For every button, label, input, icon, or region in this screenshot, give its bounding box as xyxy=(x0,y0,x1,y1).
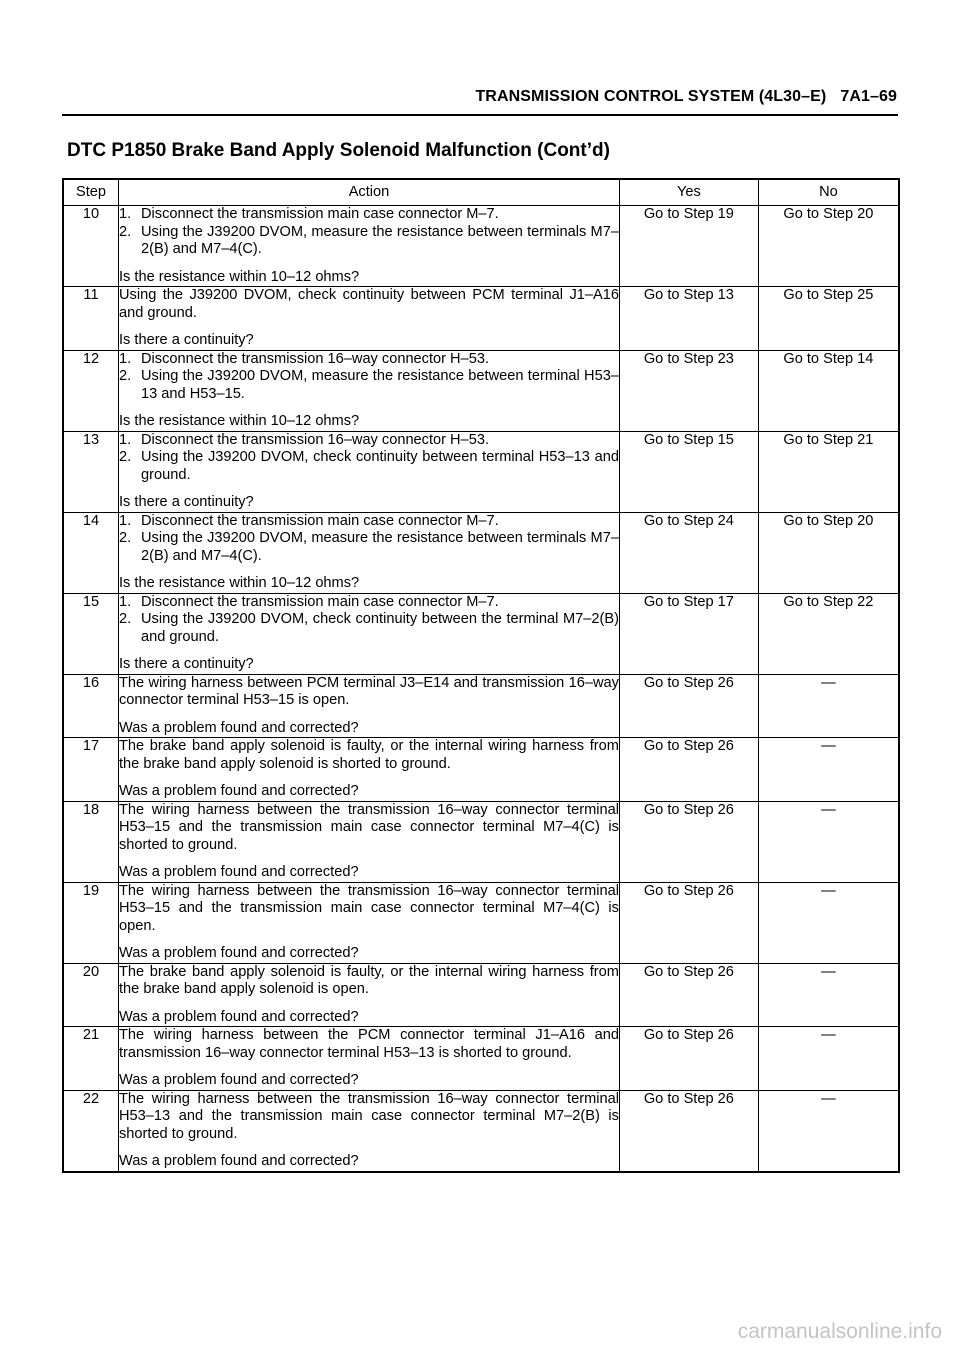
watermark: carmanualsonline.info xyxy=(737,1320,942,1343)
no-result: Go to Step 21 xyxy=(758,431,899,512)
action-question: Is there a continuity? xyxy=(119,656,254,672)
no-result: — xyxy=(758,882,899,963)
action-question: Is there a continuity? xyxy=(119,332,254,348)
action-question: Was a problem found and corrected? xyxy=(119,1008,359,1025)
yes-result: Go to Step 26 xyxy=(619,1090,758,1172)
yes-result: Go to Step 26 xyxy=(619,674,758,738)
no-result: — xyxy=(758,1027,899,1091)
substep-number: 1. xyxy=(119,512,132,529)
action-text: The wiring harness between the transmission 16–way connector terminal H53–13 and the transmission main case connector terminal M7–2(B) is shorted to ground. xyxy=(119,1090,619,1142)
substep-number: 2. xyxy=(119,449,132,465)
action-question: Is the resistance within 10–12 ohms? xyxy=(119,575,360,591)
no-result: Go to Step 14 xyxy=(758,350,899,431)
action-cell xyxy=(119,512,620,593)
yes-result: Go to Step 19 xyxy=(619,206,758,287)
table-row xyxy=(63,512,899,593)
substep-number: 1. xyxy=(119,431,132,448)
action-text: The brake band apply solenoid is faulty, or the internal wiring harness from the brake band apply solenoid is shorted to ground. xyxy=(119,738,619,772)
action-question: Was a problem found and corrected? xyxy=(119,1072,359,1088)
yes-result: Go to Step 26 xyxy=(619,738,758,802)
action-cell xyxy=(119,287,620,351)
action-cell xyxy=(119,593,620,674)
substep-number: 2. xyxy=(119,368,132,384)
no-result: — xyxy=(758,1090,899,1172)
column-header-action: Action xyxy=(119,179,620,206)
table-row xyxy=(63,674,899,738)
step-number: 14 xyxy=(63,512,119,593)
step-number: 13 xyxy=(63,431,119,512)
action-question: Was a problem found and corrected? xyxy=(119,945,359,961)
substep-text: Using the J39200 DVOM, check continuity between terminal H53–13 and ground. xyxy=(141,449,619,483)
step-number: 17 xyxy=(63,738,119,802)
table-row xyxy=(63,593,899,674)
table-row xyxy=(63,431,899,512)
no-result: Go to Step 22 xyxy=(758,593,899,674)
substep-text: Disconnect the transmission 16–way connector H–53. xyxy=(141,350,489,367)
action-text: The wiring harness between the transmission 16–way connector terminal H53–15 and the transmission main case connector terminal M7–4(C) is open. xyxy=(119,882,619,934)
action-cell xyxy=(119,738,620,802)
substep-text: Using the J39200 DVOM, measure the resistance between terminals M7–2(B) and M7–4(C). xyxy=(141,530,619,564)
action-text: Using the J39200 DVOM, check continuity between PCM terminal J1–A16 and ground. xyxy=(119,287,619,321)
action-text: The wiring harness between the PCM connector terminal J1–A16 and transmission 16–way connector terminal H53–13 is shorted to ground. xyxy=(119,1027,619,1061)
no-result: — xyxy=(758,738,899,802)
table-header-row xyxy=(63,179,899,206)
action-question: Is the resistance within 10–12 ohms? xyxy=(119,413,360,429)
table-row xyxy=(63,1090,899,1172)
step-number: 10 xyxy=(63,206,119,287)
no-result: Go to Step 20 xyxy=(758,512,899,593)
section-title: TRANSMISSION CONTROL SYSTEM (4L30–E) xyxy=(475,88,827,105)
yes-result: Go to Step 26 xyxy=(619,963,758,1027)
step-number: 11 xyxy=(63,287,119,351)
action-substep xyxy=(119,449,619,484)
action-cell xyxy=(119,431,620,512)
step-number: 15 xyxy=(63,593,119,674)
no-result: — xyxy=(758,674,899,738)
yes-result: Go to Step 13 xyxy=(619,287,758,351)
action-question: Was a problem found and corrected? xyxy=(119,783,359,799)
table-row xyxy=(63,350,899,431)
table-row xyxy=(63,1027,899,1091)
substep-number: 2. xyxy=(119,223,132,240)
yes-result: Go to Step 24 xyxy=(619,512,758,593)
step-number: 19 xyxy=(63,882,119,963)
action-text: The wiring harness between PCM terminal J3–E14 and transmission 16–way connector terminal H53–15 is open. xyxy=(119,674,619,708)
page-number: 7A1–69 xyxy=(840,88,897,105)
diagnostic-table xyxy=(62,178,900,1173)
table-row xyxy=(63,738,899,802)
action-substep xyxy=(119,432,619,450)
action-question: Was a problem found and corrected? xyxy=(119,864,359,880)
action-cell xyxy=(119,882,620,963)
action-substep xyxy=(119,368,619,403)
action-question: Was a problem found and corrected? xyxy=(119,719,359,736)
action-cell xyxy=(119,350,620,431)
action-cell xyxy=(119,206,620,287)
table-row xyxy=(63,206,899,287)
running-header xyxy=(475,88,897,106)
column-header-step: Step xyxy=(63,179,119,206)
action-cell xyxy=(119,1090,620,1172)
action-cell xyxy=(119,963,620,1027)
action-substep xyxy=(119,206,619,224)
page-title: DTC P1850 Brake Band Apply Solenoid Malfunction (Cont’d) xyxy=(67,140,610,161)
no-result: — xyxy=(758,963,899,1027)
column-header-no: No xyxy=(758,179,899,206)
step-number: 12 xyxy=(63,350,119,431)
substep-number: 2. xyxy=(119,530,132,546)
substep-number: 1. xyxy=(119,350,132,367)
step-number: 22 xyxy=(63,1090,119,1172)
yes-result: Go to Step 23 xyxy=(619,350,758,431)
table-row xyxy=(63,801,899,882)
action-substep xyxy=(119,224,619,259)
substep-text: Using the J39200 DVOM, check continuity between the terminal M7–2(B) and ground. xyxy=(141,611,619,645)
substep-text: Using the J39200 DVOM, measure the resistance between terminal H53–13 and H53–15. xyxy=(141,368,619,402)
action-substep xyxy=(119,611,619,646)
action-substep xyxy=(119,594,619,612)
yes-result: Go to Step 26 xyxy=(619,801,758,882)
step-number: 18 xyxy=(63,801,119,882)
table-row xyxy=(63,287,899,351)
step-number: 16 xyxy=(63,674,119,738)
action-cell xyxy=(119,1027,620,1091)
yes-result: Go to Step 17 xyxy=(619,593,758,674)
column-header-yes: Yes xyxy=(619,179,758,206)
action-cell xyxy=(119,674,620,738)
action-substep xyxy=(119,351,619,369)
substep-text: Using the J39200 DVOM, measure the resistance between terminals M7–2(B) and M7–4(C). xyxy=(141,223,619,257)
step-number: 20 xyxy=(63,963,119,1027)
action-question: Is there a continuity? xyxy=(119,494,254,510)
action-substep xyxy=(119,513,619,531)
table-row xyxy=(63,882,899,963)
yes-result: Go to Step 26 xyxy=(619,882,758,963)
action-substep xyxy=(119,530,619,565)
yes-result: Go to Step 15 xyxy=(619,431,758,512)
action-cell xyxy=(119,801,620,882)
substep-number: 2. xyxy=(119,611,132,627)
step-number: 21 xyxy=(63,1027,119,1091)
yes-result: Go to Step 26 xyxy=(619,1027,758,1091)
action-question: Was a problem found and corrected? xyxy=(119,1153,359,1169)
no-result: Go to Step 20 xyxy=(758,206,899,287)
substep-number: 1. xyxy=(119,593,132,610)
substep-text: Disconnect the transmission 16–way connector H–53. xyxy=(141,431,489,448)
no-result: Go to Step 25 xyxy=(758,287,899,351)
action-text: The wiring harness between the transmission 16–way connector terminal H53–15 and the transmission main case connector terminal M7–4(C) is shorted to ground. xyxy=(119,801,619,853)
no-result: — xyxy=(758,801,899,882)
substep-number: 1. xyxy=(119,206,132,222)
action-text: The brake band apply solenoid is faulty, or the internal wiring harness from the brake band apply solenoid is open. xyxy=(119,963,619,997)
substep-text: Disconnect the transmission main case connector M–7. xyxy=(141,206,499,222)
header-divider xyxy=(62,114,898,116)
table-row xyxy=(63,963,899,1027)
action-question: Is the resistance within 10–12 ohms? xyxy=(119,268,360,285)
substep-text: Disconnect the transmission main case connector M–7. xyxy=(141,593,499,610)
substep-text: Disconnect the transmission main case connector M–7. xyxy=(141,512,499,529)
